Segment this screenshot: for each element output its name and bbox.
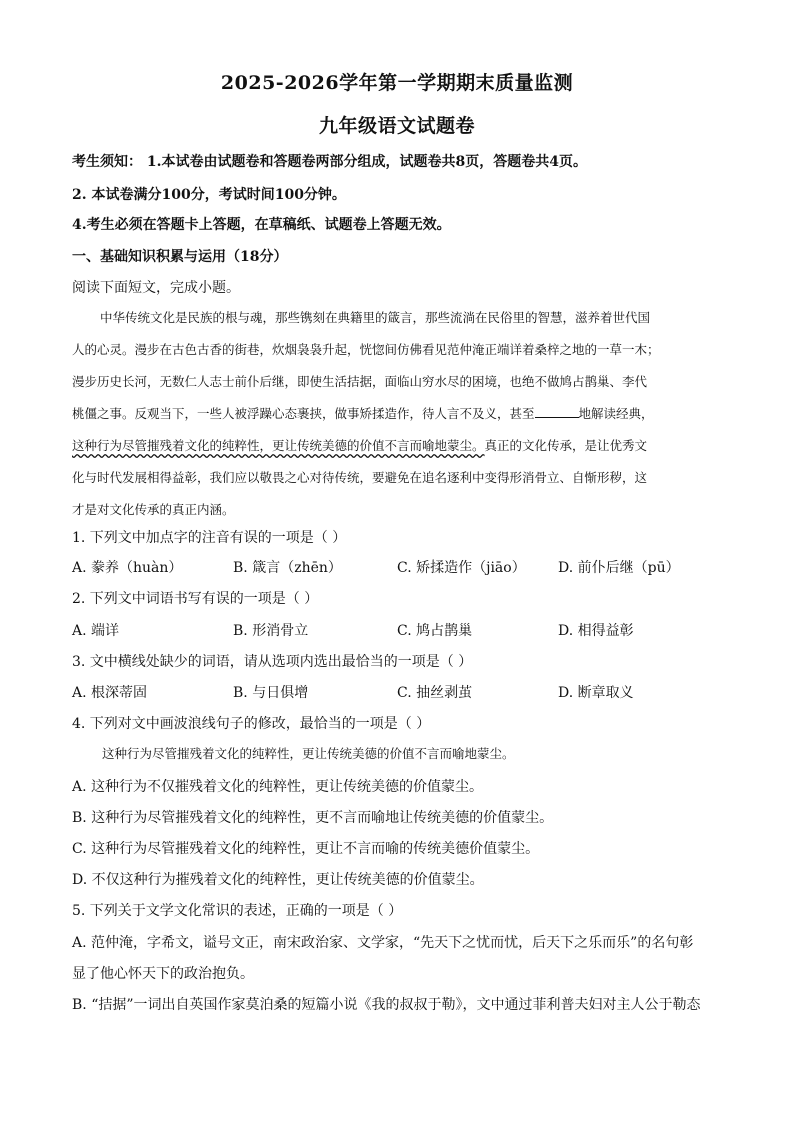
passage-line-5-tail: 真正的文化传承，是让优秀文 bbox=[484, 438, 648, 453]
question-1-option-b: B. 箴言（zhēn） bbox=[233, 560, 342, 576]
question-2-option-d: D. 相得益彰 bbox=[558, 623, 634, 639]
question-1-stem: 1. 下列文中加点字的注音有误的一项是（ ） bbox=[72, 530, 347, 546]
question-4-stem: 4. 下列对文中画波浪线句子的修改，最恰当的一项是（ ） bbox=[72, 716, 431, 732]
question-2-option-b: B. 形消骨立 bbox=[233, 623, 309, 639]
exam-subtitle: 九年级语文试题卷 bbox=[318, 115, 475, 137]
fill-blank bbox=[535, 405, 579, 418]
question-3-option-c: C. 抽丝剥茧 bbox=[397, 685, 473, 701]
passage-line-5 bbox=[72, 436, 647, 454]
question-1-option-d: D. 前仆后继（pū） bbox=[558, 560, 680, 576]
notice-line-1: 考生须知： 1.本试卷由试题卷和答题卷两部分组成，试题卷共8页，答题卷共4页。 bbox=[72, 154, 587, 170]
wavy-underlined-sentence: 这种行为尽管摧残着文化的纯粹性，更让传统美德的价值不言而喻地蒙尘。 bbox=[72, 438, 485, 453]
question-5-option-b-line-1: B. “拮据”一词出自英国作家莫泊桑的短篇小说《我的叔叔于勒》，文中通过菲利普夫妇对主人公于勒态 bbox=[72, 997, 701, 1013]
question-2-option-c: C. 鸠占鹊巢 bbox=[397, 623, 473, 639]
question-2-stem: 2. 下列文中词语书写有误的一项是（ ） bbox=[72, 591, 319, 607]
passage-line-3: 漫步历史长河，无数仁人志士前仆后继，即使生活拮据，面临山穷水尽的困境，也绝不做鸠占鹊巢、李代 bbox=[72, 374, 648, 389]
question-5-option-a-line-1: A. 范仲淹，字希文，谥号文正，南宋政治家、文学家，“先天下之忧而忧，后天下之乐而乐”的名句彰 bbox=[72, 935, 694, 951]
question-3-stem: 3. 文中横线处缺少的词语，请从选项内选出最恰当的一项是（ ） bbox=[72, 654, 473, 670]
question-2-option-a: A. 端详 bbox=[72, 623, 120, 639]
notice-line-2: 2. 本试卷满分100分，考试时间100分钟。 bbox=[72, 187, 346, 203]
question-3-option-b: B. 与日俱增 bbox=[233, 685, 309, 701]
passage-line-4 bbox=[72, 404, 654, 422]
question-4-quoted-sentence: 这种行为尽管摧残着文化的纯粹性，更让传统美德的价值不言而喻地蒙尘。 bbox=[102, 746, 515, 761]
question-4-option-c: C. 这种行为尽管摧残着文化的纯粹性，更让不言而喻的传统美德价值蒙尘。 bbox=[72, 841, 540, 857]
passage-line-2: 人的心灵。漫步在古色古香的街巷，炊烟袅袅升起，恍惚间仿佛看见范仲淹正端详着桑梓之地的一草一木； bbox=[72, 342, 660, 357]
passage-line-4-tail: 地解读经典， bbox=[578, 406, 654, 421]
passage-line-4-text: 桃僵之事。反观当下，一些人被浮躁心态裹挟，做事矫揉造作，待人言不及义，甚至 bbox=[72, 406, 535, 421]
section-instruction: 阅读下面短文，完成小题。 bbox=[72, 280, 240, 296]
section-heading: 一、基础知识积累与运用（18分） bbox=[72, 249, 288, 265]
passage-line-1: 中华传统文化是民族的根与魂，那些镌刻在典籍里的箴言，那些流淌在民俗里的智慧，滋养着世代国 bbox=[100, 310, 651, 325]
passage-line-7: 才是对文化传承的真正内涵。 bbox=[72, 502, 235, 517]
question-4-option-b: B. 这种行为尽管摧残着文化的纯粹性，更不言而喻地让传统美德的价值蒙尘。 bbox=[72, 810, 554, 826]
question-4-option-a: A. 这种行为不仅摧残着文化的纯粹性，更让传统美德的价值蒙尘。 bbox=[72, 779, 484, 795]
question-3-option-d: D. 断章取义 bbox=[558, 685, 634, 701]
question-1-option-a: A. 豢养（huàn） bbox=[72, 560, 183, 576]
question-5-stem: 5. 下列关于文学文化常识的表述，正确的一项是（ ） bbox=[72, 903, 403, 919]
passage-line-6: 化与时代发展相得益彰，我们应以敬畏之心对待传统，要避免在追名逐利中变得形消骨立、自惭形秽，这 bbox=[72, 470, 648, 485]
question-3-option-a: A. 根深蒂固 bbox=[72, 685, 148, 701]
exam-title: 2025-2026学年第一学期期末质量监测 bbox=[220, 72, 574, 94]
question-4-option-d: D. 不仅这种行为摧残着文化的纯粹性，更让传统美德的价值蒙尘。 bbox=[72, 872, 484, 888]
question-1-option-c: C. 矫揉造作（jiāo） bbox=[397, 560, 526, 576]
notice-line-3: 4.考生必须在答题卡上答题，在草稿纸、试题卷上答题无效。 bbox=[72, 217, 451, 233]
question-5-option-a-line-2: 显了他心怀天下的政治抱负。 bbox=[72, 966, 254, 982]
